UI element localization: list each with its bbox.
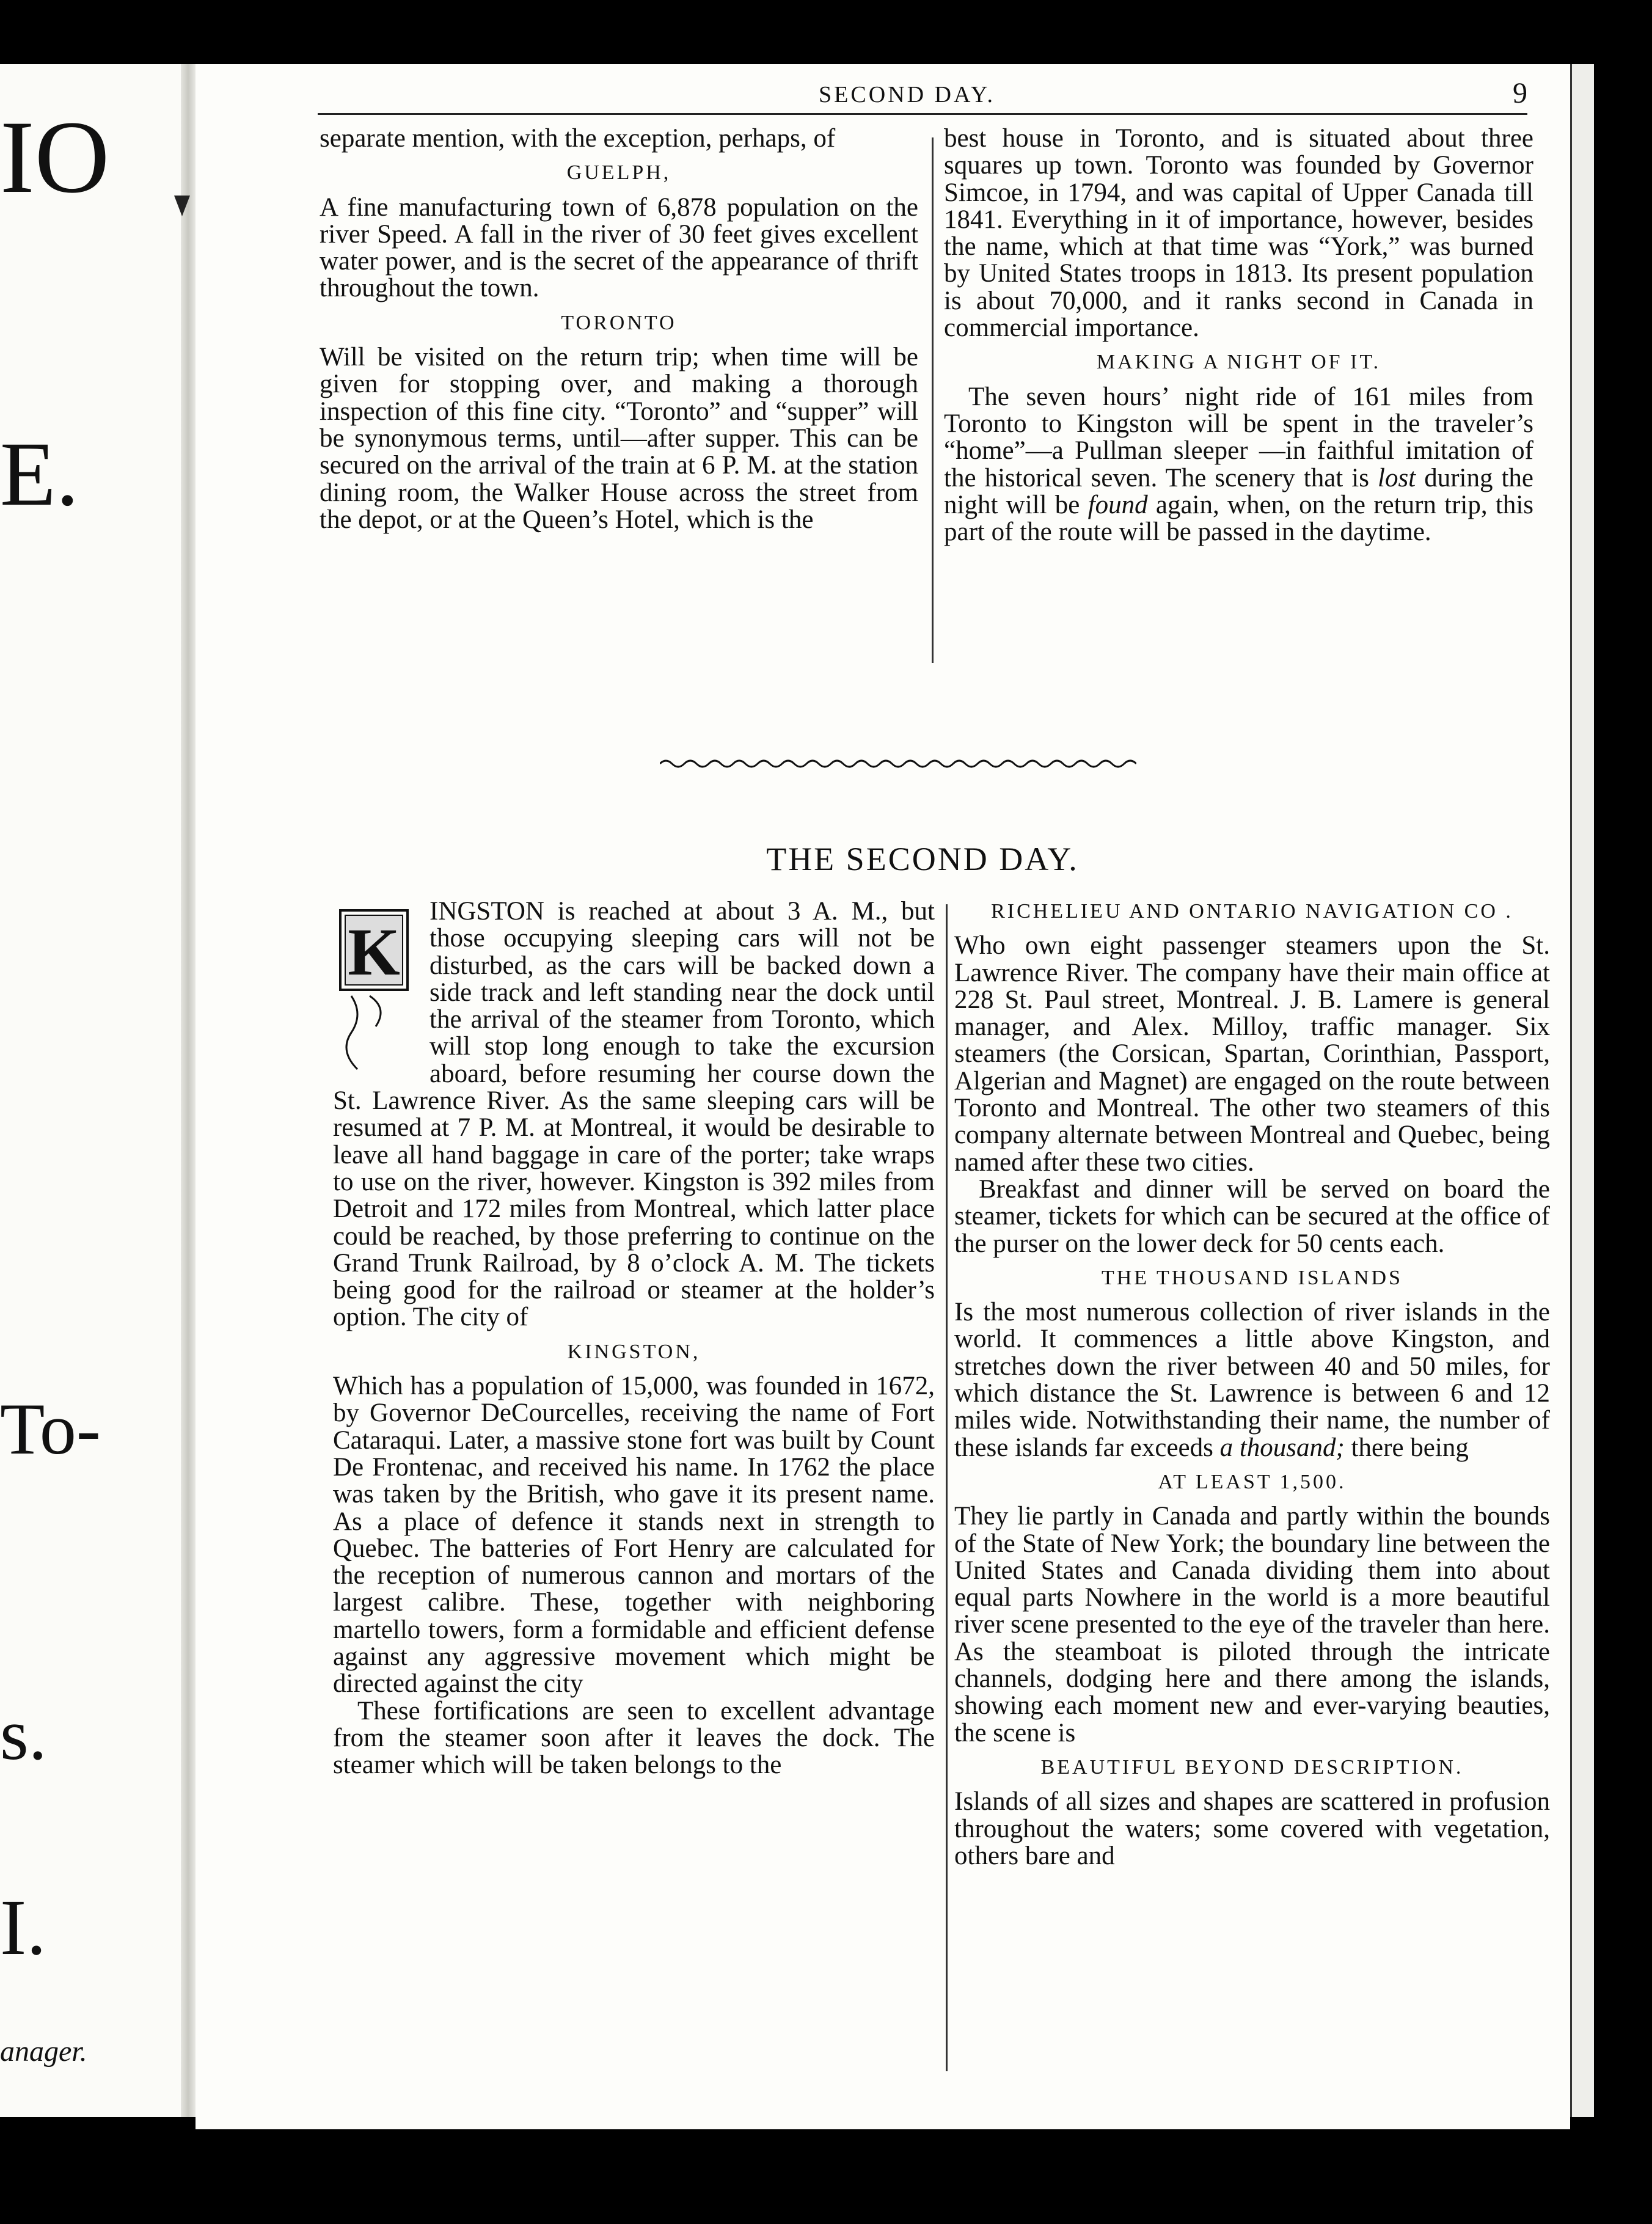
subheading-kingston: KINGSTON,: [567, 1340, 701, 1363]
subheading-beautiful: BEAUTIFUL BEYOND DESCRIPTION.: [1040, 1755, 1464, 1779]
subheading-richelieu: RICHELIEU AND ONTARIO NAVIGATION CO .: [991, 900, 1513, 923]
subheading-toronto: TORONTO: [561, 311, 677, 334]
ornamental-dropcap: [333, 898, 418, 1081]
paragraph: The seven hours’ night ride of 161 miles from Toronto to Kingston will be spent in the traveler’s “home”—a Pullman sleeper —in faithful imitation of the historical seven. The scenery that is lost during the night will be found again, when, on the return trip, this part of the route will be passed in the daytime.: [944, 382, 1534, 547]
left-fragment-manager: anager.: [0, 2035, 87, 2068]
paragraph: Islands of all sizes and shapes are scattered in profusion throughout the waters; some covered with vegetation, others bare and: [954, 1787, 1550, 1870]
paragraph: Will be visited on the return trip; when time will be given for stopping over, and making a thorough inspection of this fine city. “Toronto” and “supper” will be synonymous terms, until—after supper. This can be secured on the arrival of the train at 6 P. M. at the station dining room, the Walker House across the street from the depot, or at the Queen’s Hotel, which is the: [320, 343, 918, 534]
paragraph: Breakfast and dinner will be served on board the steamer, tickets for which can be secured at the office of the purser on the lower deck for 50 cents each.: [954, 1174, 1550, 1258]
paragraph: They lie partly in Canada and partly within the bounds of the State of New York; the boundary line between the United States and Canada dividing them into about equal parts Nowhere in the world is a more beautiful river scene presented to the eye of the traveler than here. As the steamboat is piloted through the intricate channels, dodging here and there among the islands, showing each moment new and ever-varying beauties, the scene is: [954, 1502, 1550, 1747]
left-facing-page: [0, 64, 191, 2117]
book-spine: [181, 64, 196, 2117]
column-rule: [932, 137, 934, 663]
running-title: SECOND DAY.: [819, 82, 995, 108]
left-fragment-to: To-: [0, 1388, 101, 1469]
paragraph: A fine manufacturing town of 6,878 population on the river Speed. A fall in the river of 30 feet gives excellent water power, and is the secret of the appearance of thrift throughout the town.: [320, 192, 918, 303]
lower-right-column: [954, 898, 1550, 1870]
subheading-thousand-islands: THE THOUSAND ISLANDS: [1101, 1266, 1403, 1289]
section-title: THE SECOND DAY.: [766, 841, 1079, 877]
lower-left-column: [333, 898, 935, 1779]
page-edge: [1570, 64, 1594, 2117]
subheading-at-least: AT LEAST 1,500.: [1158, 1470, 1347, 1493]
left-fragment-e: E.: [0, 423, 79, 525]
left-fragment-i: I.: [0, 1884, 46, 1972]
svg-text:K: K: [348, 915, 400, 989]
paragraph: separate mention, with the exception, perhaps, of: [320, 124, 836, 153]
paragraph: best house in Toronto, and is situated about three squares up town. Toronto was founded by Governor Simcoe, in 1794, and was capital of Upper Canada till 1841. Everything in it of importance, however, besides the name, which at that time was “York,” was burned by United States troops in 1813. Its present population is about 70,000, and it ranks second in Canada in commercial importance.: [944, 124, 1533, 343]
wavy-divider: [660, 752, 1136, 776]
upper-right-column: [944, 125, 1533, 546]
subheading-making-a-night: MAKING A NIGHT OF IT.: [1096, 351, 1381, 374]
paragraph: Which has a population of 15,000, was founded in 1672, by Governor DeCourcelles, receiving the name of Fort Cataraqui. Later, a massive stone fort was built by Count De Frontenac, and received his name. In 1762 the place was taken by the British, who gave it its present name. As a place of defence it stands next in strength to Quebec. The batteries of Fort Henry are calculated for the reception of numerous cannon and mortars of the largest calibre. These, together with neighboring martello towers, form a formidable and efficient defense against any aggressive movement which might be directed against the city: [333, 1372, 935, 1699]
paragraph: These fortifications are seen to excellent advantage from the steamer soon after it leaves the dock. The steamer which will be taken belongs to the: [333, 1696, 935, 1780]
paragraph: Who own eight passenger steamers upon the St. Lawrence River. The company have their main office at 228 St. Paul street, Montreal. J. B. Lamere is general manager, and Alex. Milloy, traffic manager. Six steamers (the Corsican, Spartan, Corinthian, Passport, Algerian and Magnet) are engaged on the route between Toronto and Montreal. The other two steamers of this company alternate between Montreal and Quebec, being named after these two cities.: [954, 931, 1550, 1177]
page-number: 9: [1513, 77, 1527, 109]
left-fragment-io: IO: [0, 100, 110, 214]
paragraph: Is the most numerous collection of river islands in the world. It commences a little above Kingston, and stretches down the river between 40 and 50 miles, for which distance the St. Lawrence is between 6 and 12 miles wide. Notwithstanding their name, the number of these islands far exceeds a thousand; there being: [954, 1298, 1550, 1462]
upper-left-column: [320, 125, 918, 533]
subheading-guelph: GUELPH,: [566, 161, 671, 185]
running-header: [318, 76, 1527, 115]
column-rule: [946, 904, 948, 2071]
left-fragment-s: s.: [0, 1694, 47, 1775]
paragraph: K INGSTON is reached at about 3 A. M., but those occupying sleeping cars will not be disturbed, as the cars will be backed down a side track and left standing near the dock until the arrival of the steamer from Toronto, which will stop long enough to take the excursion aboard, before resuming her course down the St. Lawrence River. As the same sleeping cars will be resumed at 7 P. M. at Montreal, it would be desirable to leave all hand baggage in care of the porter; take wraps to use on the river, however. Kingston is 392 miles from Detroit and 172 miles from Montreal, which latter place could be reached, by those preferring to continue on the Grand Trunk Railroad, by 8 o’clock A. M. The tickets being good for the railroad or steamer at the holder’s option. The city of: [333, 897, 935, 1332]
